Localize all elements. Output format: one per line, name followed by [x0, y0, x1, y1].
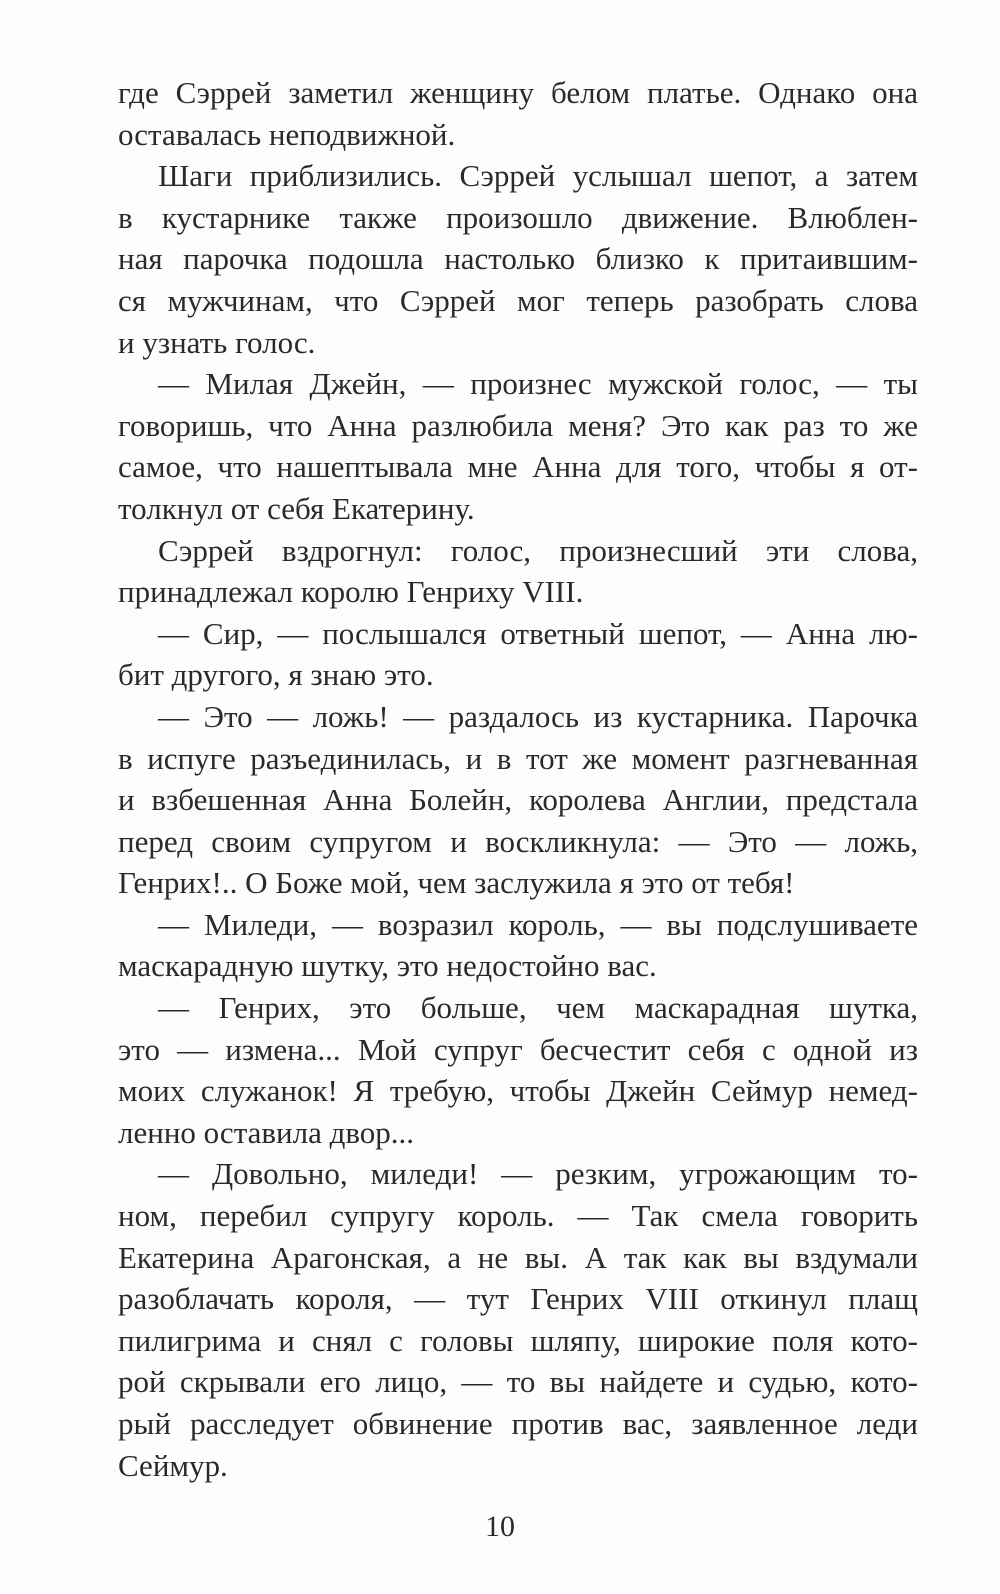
page-number: 10: [485, 1510, 515, 1543]
text-line: ленно оставила двор...: [118, 1114, 415, 1150]
text-line: — Сир, — послышался ответный шепот, — Анна лю-: [158, 615, 918, 651]
text-line: Екатерина Арагонская, а не вы. А так как вы вздумали: [118, 1239, 918, 1275]
text-line: в испуге разъединилась, и в тот же момент разгневанная: [118, 740, 918, 776]
text-line: ная парочка подошла настолько близко к притаившим-: [118, 241, 918, 277]
text-line: ся мужчинам, что Сэррей мог теперь разобрать слова: [118, 282, 918, 318]
text-line: — Это — ложь! — раздалось из кустарника. Парочка: [158, 698, 918, 734]
text-line: Генрих!.. О Боже мой, чем заслужила я это от тебя!: [118, 865, 795, 901]
text-line: маскарадную шутку, это недостойно вас.: [118, 948, 657, 984]
text-line: — Генрих, это больше, чем маскарадная шутка,: [158, 990, 918, 1026]
text-line: перед своим супругом и воскликнула: — Это — ложь,: [118, 823, 918, 859]
text-line: где Сэррей заметил женщину белом платье. Однако она: [118, 75, 918, 110]
text-line: принадлежал королю Генриху VIII.: [118, 574, 584, 610]
text-line: Шаги приблизились. Сэррей услышал шепот, а затем: [158, 158, 918, 194]
text-line: самое, что нашептывала мне Анна для того, чтобы я от-: [118, 449, 918, 485]
text-line: толкнул от себя Екатерину.: [118, 490, 475, 526]
text-line: — Миледи, — возразил король, — вы подслушиваете: [158, 906, 918, 942]
text-line: оставалась неподвижной.: [118, 116, 456, 152]
text-line: Сеймур.: [118, 1447, 228, 1483]
text-line: — Милая Джейн, — произнес мужской голос, — ты: [158, 366, 918, 402]
text-line: это — измена... Мой супруг бесчестит себя с одной из: [118, 1031, 918, 1067]
text-line: в кустарнике также произошло движение. Влюблен-: [118, 199, 918, 235]
text-line: говоришь, что Анна разлюбила меня? Это как раз то же: [118, 407, 918, 443]
body-text: [118, 72, 918, 1486]
text-line: ном, перебил супругу король. — Так смела говорить: [118, 1198, 918, 1234]
text-line: рый расследует обвинение против вас, заявленное леди: [118, 1406, 918, 1441]
text-line: разоблачать короля, — тут Генрих VIII откинул плащ: [118, 1281, 918, 1317]
text-line: и узнать голос.: [118, 324, 316, 360]
text-line: — Довольно, миледи! — резким, угрожающим то-: [158, 1156, 918, 1192]
text-line: пилигрима и снял с головы шляпу, широкие поля кото-: [118, 1322, 918, 1358]
text-line: рой скрывали его лицо, — то вы найдете и судью, кото-: [118, 1364, 918, 1400]
text-line: Сэррей вздрогнул: голос, произнесший эти слова,: [158, 532, 918, 568]
text-line: бит другого, я знаю это.: [118, 657, 434, 693]
text-line: моих служанок! Я требую, чтобы Джейн Сеймур немед-: [118, 1073, 918, 1109]
text-line: и взбешенная Анна Болейн, королева Англии, предстала: [118, 782, 918, 818]
